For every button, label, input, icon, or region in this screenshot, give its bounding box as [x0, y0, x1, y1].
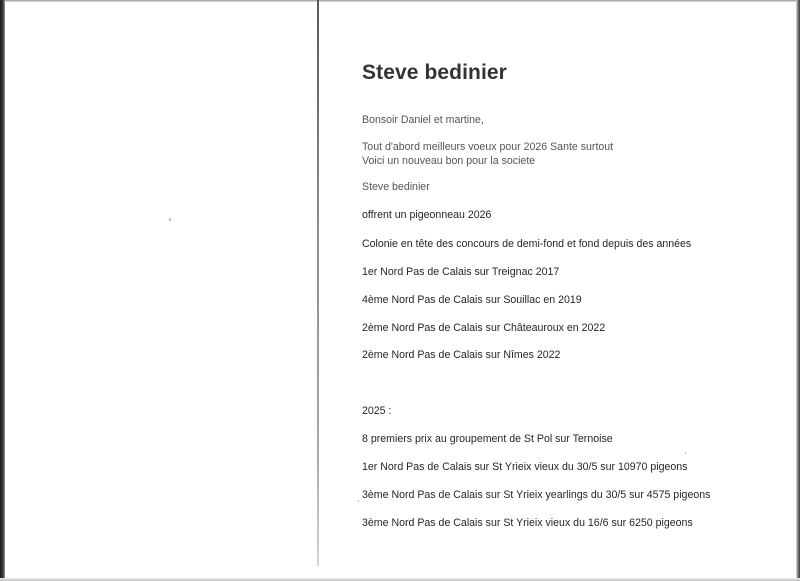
- scan-speck: [169, 218, 171, 221]
- year-heading: 2025 :: [362, 405, 392, 417]
- intro-text: Colonie en tête des concours de demi-fond et fond depuis des années: [362, 238, 692, 250]
- scan-edge-right: [796, 0, 800, 581]
- achievement-item: 1er Nord Pas de Calais sur Treignac 2017: [362, 266, 560, 278]
- achievement-item: 2ème Nord Pas de Calais sur Châteauroux en 2022: [362, 322, 606, 334]
- offer-text: offrent un pigeonneau 2026: [362, 209, 492, 221]
- scan-edge-left: [0, 0, 5, 581]
- scan-speck: [358, 500, 359, 502]
- wishes-line-2: Voici un nouveau bon pour la societe: [362, 155, 536, 167]
- result-item: 3ème Nord Pas de Calais sur St Yrieix yearlings du 30/5 sur 4575 pigeons: [362, 489, 711, 501]
- scan-speck: [685, 452, 686, 454]
- result-item: 3ème Nord Pas de Calais sur St Yrieix vieux du 16/6 sur 6250 pigeons: [362, 517, 693, 529]
- result-item: 8 premiers prix au groupement de St Pol sur Ternoise: [362, 433, 613, 445]
- result-item: 1er Nord Pas de Calais sur St Yrieix vieux du 30/5 sur 10970 pigeons: [362, 461, 688, 473]
- achievement-item: 4ème Nord Pas de Calais sur Souillac en 2019: [362, 294, 582, 306]
- greeting-text: Bonsoir Daniel et martine,: [362, 114, 484, 126]
- letter-title: Steve bedinier: [362, 61, 507, 84]
- letter-page: [362, 60, 782, 529]
- achievement-item: 2ème Nord Pas de Calais sur Nîmes 2022: [362, 349, 561, 361]
- page-fold-divider: [317, 0, 319, 566]
- signature-name: Steve bedinier: [362, 181, 430, 193]
- scan-edge-top: [0, 0, 800, 2]
- wishes-line-1: Tout d'abord meilleurs voeux pour 2026 Sante surtout: [362, 141, 614, 153]
